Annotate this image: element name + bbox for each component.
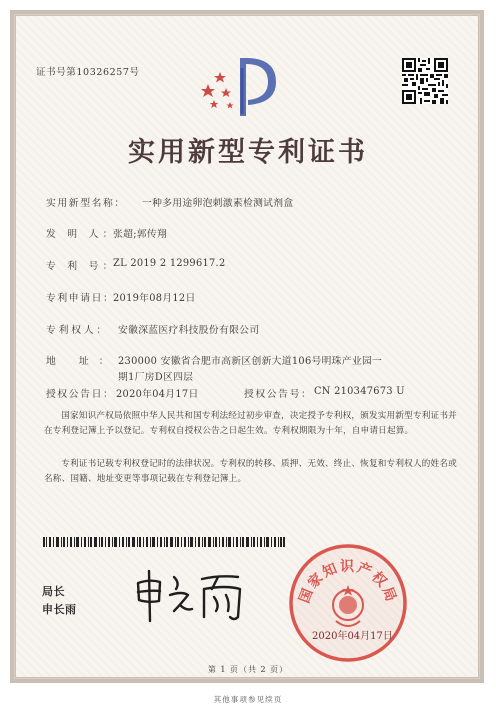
- grant-statement-paragraph: 国家知识产权局依照中华人民共和国专利法经过初步审查，决定授予专利权，颁发实用新型专利证书并在专利登记簿上予以登记。专利权自授权公告之日起生效。专利权期限为十年，自申请日起算。: [44, 411, 457, 436]
- application-date: 2019年08月12日: [113, 293, 196, 304]
- address-line-2: 期1厂房D区四层: [118, 372, 194, 383]
- barcode-icon: [43, 537, 285, 547]
- inventor-label: 发 明 人：: [46, 229, 117, 240]
- grant-number: CN 210347673 U: [314, 386, 405, 397]
- patentee: 安徽深蓝医疗科技股份有限公司: [118, 325, 260, 336]
- seal-date: 2020年04月17日: [312, 631, 393, 642]
- cnipa-logo-icon: [196, 54, 296, 122]
- utility-model-name: 一种多用途卵泡刺激素检测试剂盒: [142, 198, 294, 209]
- patent-number: ZL 2019 2 1299617.2: [113, 258, 226, 269]
- grant-date-label: 授权公告日：: [46, 389, 115, 400]
- handwritten-signature-icon: [130, 565, 250, 625]
- grant-date: 2020年04月17日: [116, 389, 199, 400]
- commissioner-name: 申长雨: [42, 603, 77, 616]
- legal-status-paragraph: 专利证书记载专利权登记时的法律状况。专利权的转移、质押、无效、终止、恢复和专利权人的姓名或名称、国籍、地址变更等事项记载在专利登记簿上。: [44, 459, 457, 484]
- address-line-1: 230000 安徽省合肥市高新区创新大道106号明珠产业园一: [118, 356, 383, 367]
- address-label: 地 址：: [46, 356, 119, 367]
- grant-number-label: 授权公告号：: [244, 389, 313, 400]
- patent-number-label: 专 利 号：: [46, 261, 117, 272]
- certificate-title: 实用新型专利证书: [128, 137, 368, 168]
- utility-model-name-label: 实用新型名称：: [46, 198, 126, 209]
- commissioner-title: 局长: [42, 585, 65, 598]
- official-seal-icon: [286, 541, 410, 665]
- continuation-note: 其他事项参见续页: [213, 695, 283, 704]
- page-indicator: 第 1 页（共 2 页）: [207, 665, 289, 674]
- inventor: 张超;郭传翔: [113, 229, 168, 240]
- svg-text:国家知识产权局: 国家知识产权局: [296, 559, 400, 606]
- patentee-label: 专利权人：: [46, 325, 109, 336]
- certificate-number: 证书号第10326257号: [36, 67, 140, 78]
- qr-code-icon: [402, 58, 448, 104]
- application-date-label: 专利申请日：: [46, 293, 115, 304]
